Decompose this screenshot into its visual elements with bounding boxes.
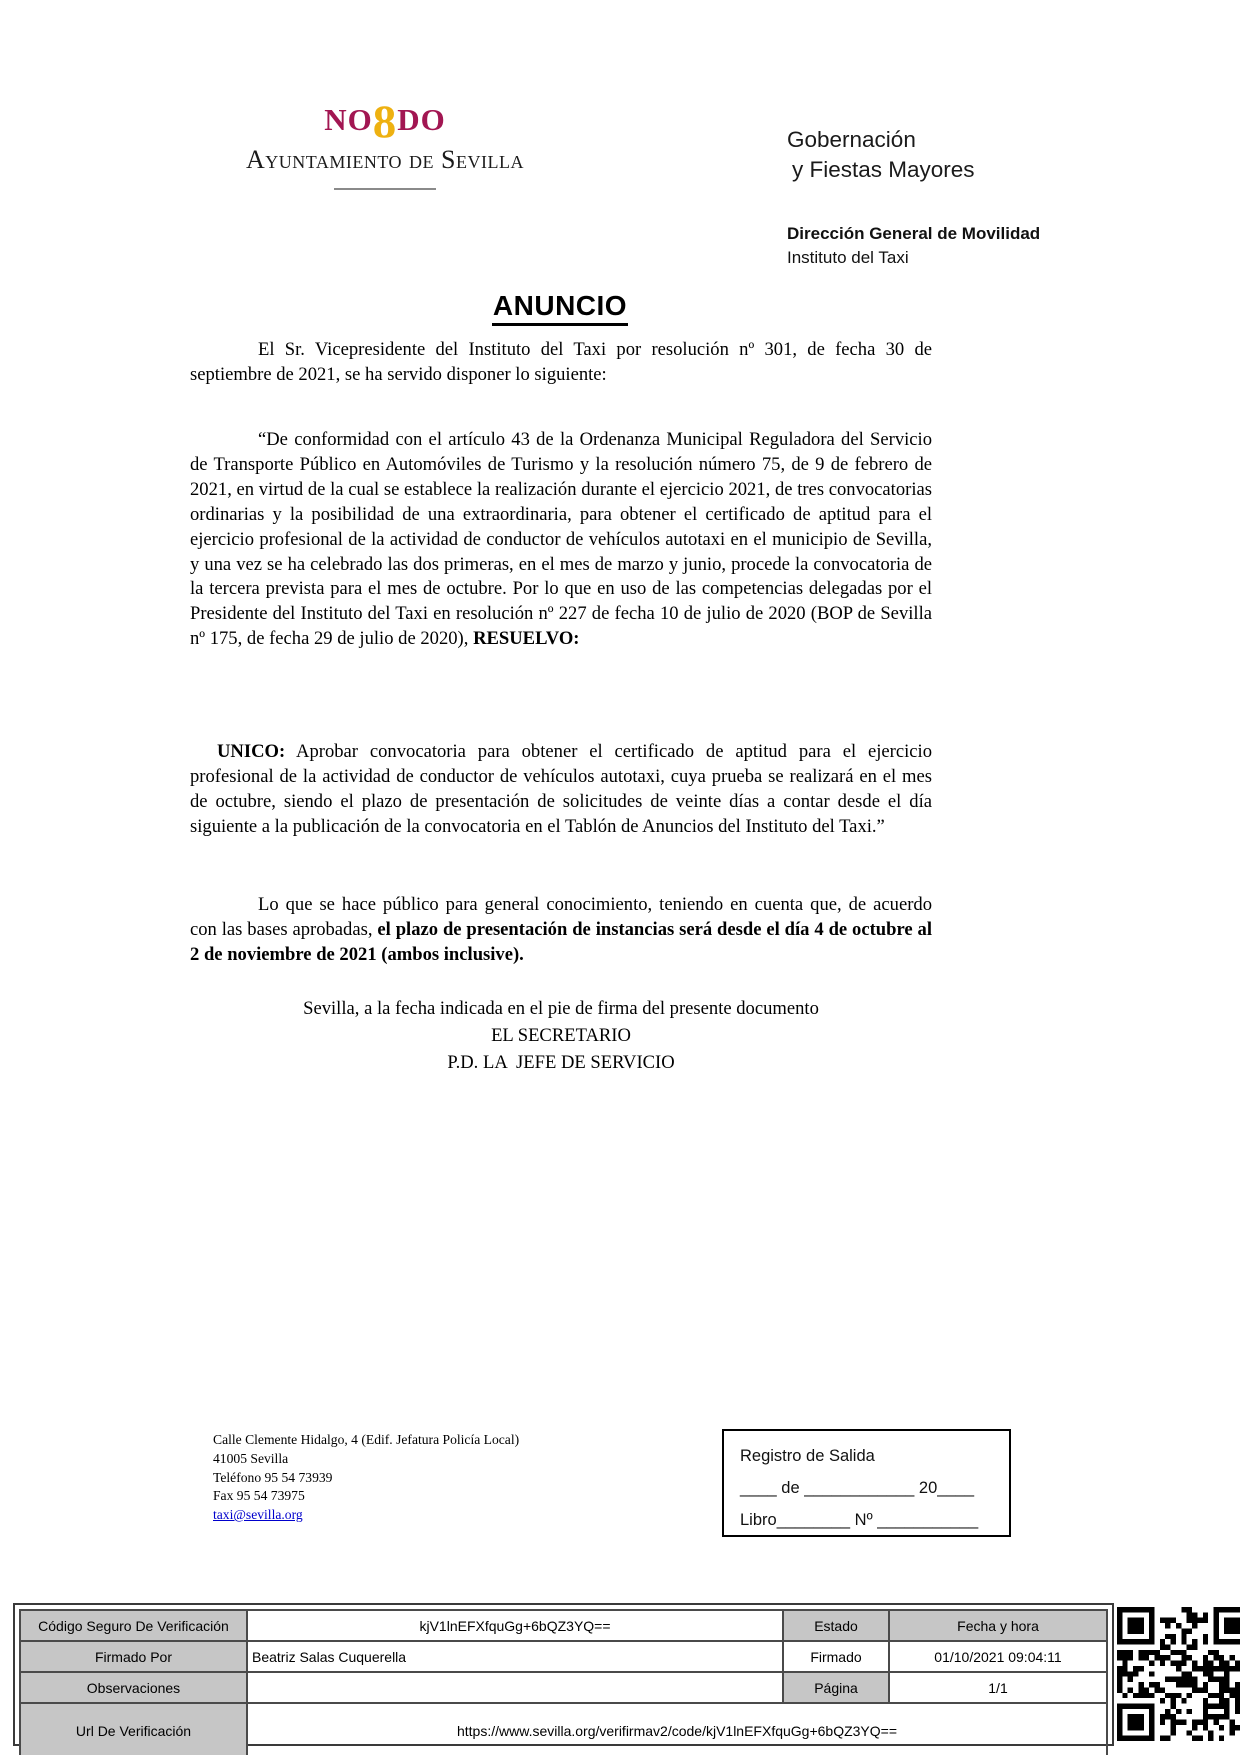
fecha-hora-label: Fecha y hora [889,1610,1107,1641]
logo-text-left: NO [324,102,373,137]
verification-table-wrap [13,1603,1114,1746]
firmado-por-label: Firmado Por [20,1641,247,1672]
title-wrap [190,290,930,326]
table-row [20,1672,1107,1703]
plazo-bold: el plazo de presentación de instancias será desde el día 4 de octubre al 2 de noviembre de 2021 (ambos inclusive). [190,918,932,965]
registro-libro-line: Libro________ Nº ___________ [740,1511,979,1529]
logo-text-right: DO [397,102,446,137]
institute-name: Instituto del Taxi [787,248,909,267]
registro-date-line: ____ de ____________ 20____ [740,1479,974,1497]
sevilla-logo [233,96,537,190]
fecha-hora-value: 01/10/2021 09:04:11 [889,1641,1107,1672]
direction-general: Dirección General de Movilidad [787,224,1041,243]
no8do-logo [233,96,537,148]
plazo-text: Lo que se hace público para general conocimiento, teniendo en cuenta que, de acuerdo con las bases aprobadas, [190,894,932,940]
paragraph-plazo [190,893,932,968]
address-fax: Fax 95 54 73975 [213,1488,305,1504]
estado-value: Firmado [783,1641,889,1672]
sign-delegate-line: P.D. LA JEFE DE SERVICIO [447,1052,675,1073]
department-block [787,125,975,185]
page-title: ANUNCIO [492,290,628,326]
verification-table [19,1609,1108,1755]
table-row [20,1703,1107,1755]
pagina-label: Página [783,1672,889,1703]
registro-title: Registro de Salida [740,1447,875,1465]
resuelvo-bold: RESUELVO: [473,628,580,650]
sign-place-line: Sevilla, a la fecha indicada en el pie de firma del presente documento [303,998,819,1019]
estado-label: Estado [783,1610,889,1641]
resolution-text: “De conformidad con el artículo 43 de la Ordenanza Municipal Reguladora del Servicio de Transporte Público en Automóviles de Turismo y la resolución número 75, de 9 de febrero de 2021, en virtud de la cual se establece la realización durante el ejercicio 2021, de tres convocatorias ordinarias y la posibilidad de una extraordinaria, para obtener el certificado de aptitud para el ejercicio profesional de la actividad de conductor de vehículos autotaxi en el municipio de Sevilla, y una vez se ha celebrado las dos primeras, en el mes de marzo y junio, procede la convocatoria de la tercera prevista para el mes de octubre. Por lo que en uso de las competencias delegadas por el Presidente del Instituto del Taxi en resolución nº 227 de fecha 10 de julio de 2020 (BOP de Sevilla nº 175, de fecha 29 de julio de 2020), [190,429,932,650]
email-link[interactable]: taxi@sevilla.org [213,1507,303,1523]
direction-block [787,222,1040,270]
footer-address [213,1431,519,1525]
registro-salida-box [722,1429,1011,1537]
sign-secretary-line: EL SECRETARIO [491,1025,631,1046]
address-phone: Teléfono 95 54 73939 [213,1469,333,1485]
department-line2: y Fiestas Mayores [792,157,975,182]
observaciones-label: Observaciones [20,1672,247,1703]
csv-value: kjV1lnEFXfquGg+6bQZ3YQ== [247,1610,783,1641]
table-row [20,1610,1107,1641]
logo-divider [334,188,436,190]
observaciones-value [247,1672,783,1703]
paragraph-resolution [190,428,932,652]
signer-name: Beatriz Salas Cuquerella [247,1641,783,1672]
url-verificacion-value: https://www.sevilla.org/verifirmav2/code/kjV1lnEFXfquGg+6bQZ3YQ== [247,1703,1107,1755]
unico-bold: UNICO: [217,741,286,762]
paragraph-intro: El Sr. Vicepresidente del Instituto del Taxi por resolución nº 301, de fecha 30 de septiembre de 2021, se ha servido disponer lo siguiente: [190,339,932,385]
address-street: Calle Clemente Hidalgo, 4 (Edif. Jefatura Policía Local) [213,1432,520,1447]
madeja-icon: 8 [372,96,398,148]
address-city: 41005 Sevilla [213,1450,289,1466]
qr-code [1117,1607,1240,1741]
csv-label: Código Seguro De Verificación [20,1610,247,1641]
logo-subtitle: Ayuntamiento de Sevilla [246,145,524,174]
signature-block [190,995,932,1076]
pagina-value: 1/1 [889,1672,1107,1703]
paragraph-unico [190,740,932,840]
department-line1: Gobernación [787,127,916,152]
unico-text: Aprobar convocatoria para obtener el certificado de aptitud para el ejercicio profesional de la actividad de conductor de vehículos autotaxi, cuya prueba se realizará en el mes de octubre, siendo el plazo de presentación de solicitudes de veinte días a contar desde el día siguiente a la publicación de la convocatoria en el Tablón de Anuncios del Instituto del Taxi.” [190,741,933,837]
table-row [20,1641,1107,1672]
url-verificacion-label: Url De Verificación [20,1703,247,1755]
